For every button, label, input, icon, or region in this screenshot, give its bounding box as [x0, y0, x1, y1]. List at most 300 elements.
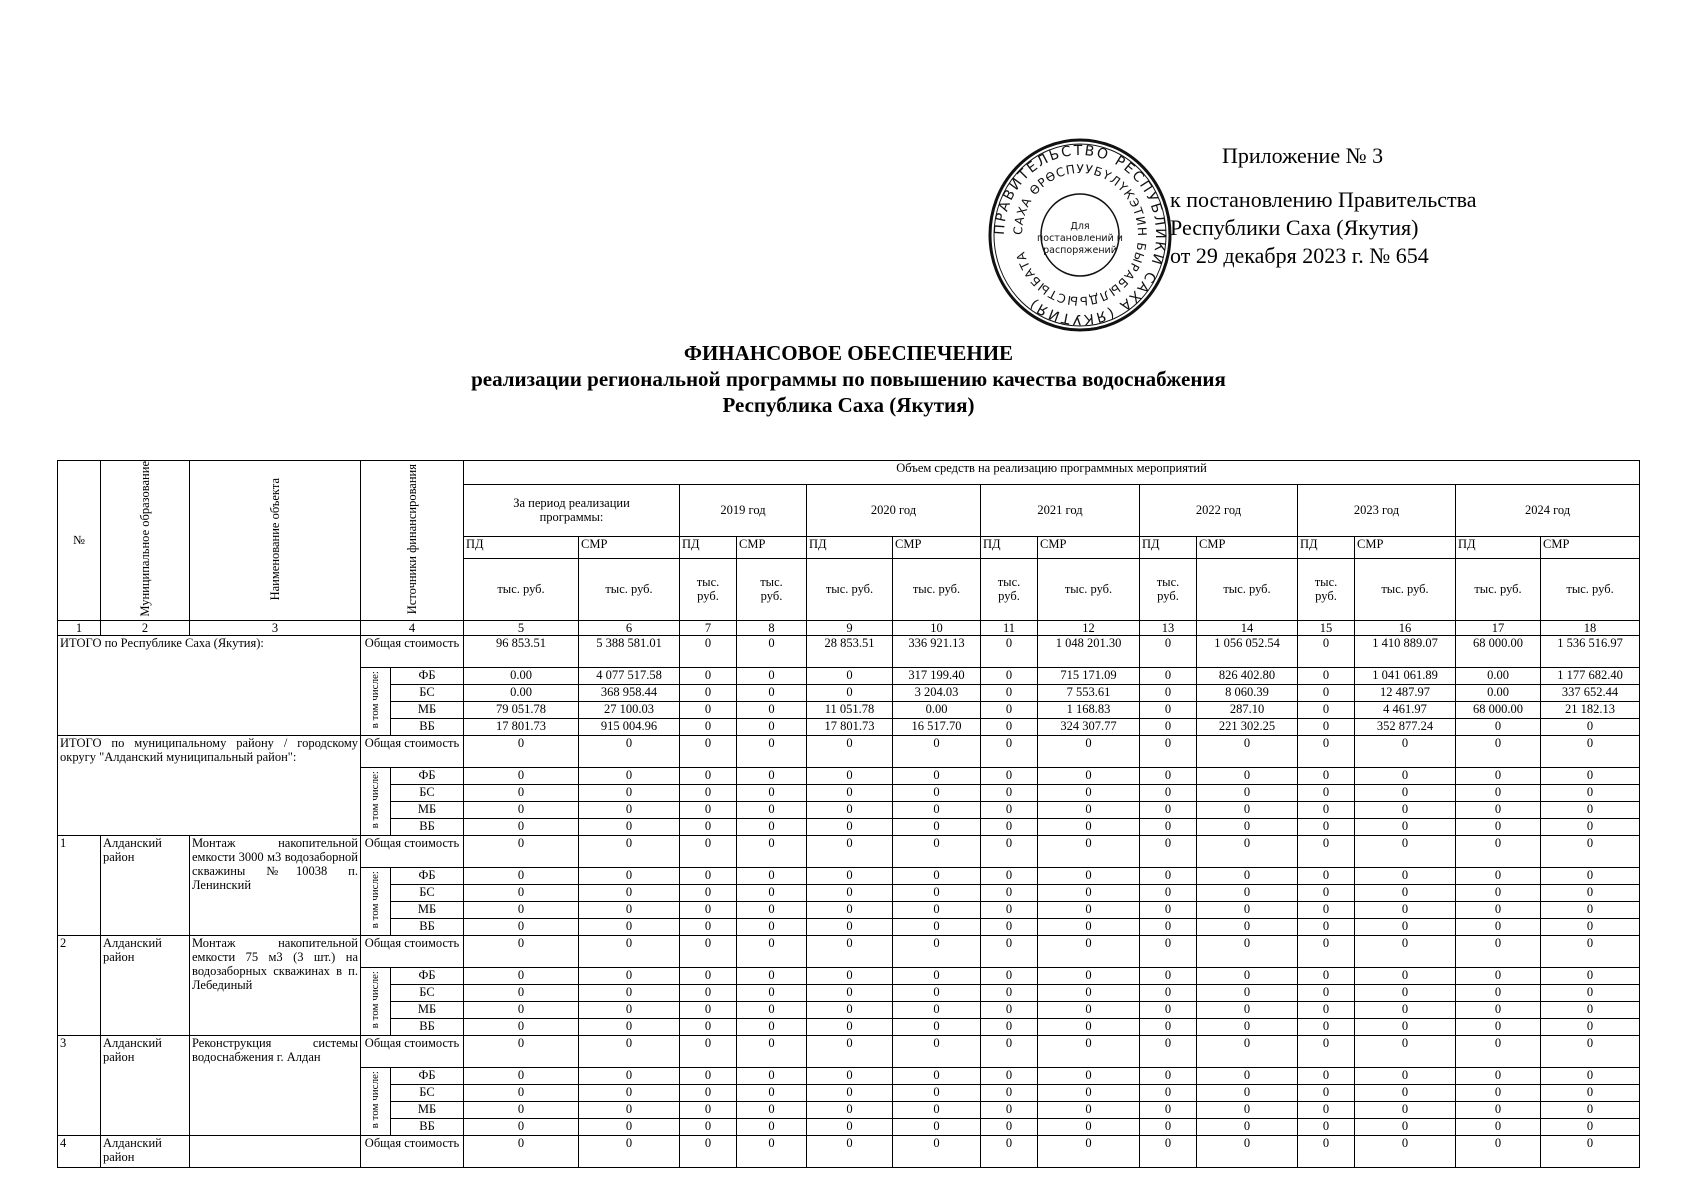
value-cell: 0 — [1355, 1135, 1456, 1167]
value-cell: 0 — [1456, 718, 1541, 735]
source-code: ВБ — [391, 1018, 464, 1035]
value-cell: 0 — [981, 1035, 1038, 1067]
value-cell: 0 — [737, 1067, 807, 1084]
value-cell: 0 — [981, 984, 1038, 1001]
group-total-label: ИТОГО по муниципальному району / городскому округу "Алданский муниципальный район": — [58, 735, 361, 835]
header-source-text: Источники финансирования — [405, 463, 419, 614]
value-cell: 0 — [893, 767, 981, 784]
value-cell: 0 — [1541, 784, 1640, 801]
header-unit: тыс. руб. — [1355, 558, 1456, 620]
value-cell: 0 — [1038, 867, 1140, 884]
value-cell: 0 — [579, 735, 680, 767]
document-title — [0, 340, 1697, 418]
value-cell: 0 — [981, 684, 1038, 701]
value-cell: 0 — [579, 835, 680, 867]
value-cell: 0 — [579, 935, 680, 967]
value-cell: 0 — [1355, 918, 1456, 935]
value-cell: 0 — [579, 1067, 680, 1084]
value-cell: 0 — [1456, 818, 1541, 835]
value-cell: 0 — [1140, 918, 1197, 935]
value-cell: 0 — [1456, 918, 1541, 935]
column-number: 15 — [1298, 620, 1355, 635]
value-cell: 0.00 — [1456, 684, 1541, 701]
value-cell: 0.00 — [893, 701, 981, 718]
value-cell: 0 — [1038, 918, 1140, 935]
table-row — [58, 735, 1640, 767]
value-cell: 0 — [737, 684, 807, 701]
value-cell: 0 — [1541, 884, 1640, 901]
value-cell: 0 — [464, 1018, 579, 1035]
value-cell: 0 — [737, 901, 807, 918]
value-cell: 221 302.25 — [1197, 718, 1298, 735]
value-cell: 0 — [1355, 967, 1456, 984]
header-smr: СМР — [579, 536, 680, 558]
value-cell: 0 — [579, 1084, 680, 1101]
value-cell: 0 — [1456, 935, 1541, 967]
value-cell: 0 — [807, 684, 893, 701]
value-cell: 0 — [680, 835, 737, 867]
value-cell: 0 — [1298, 784, 1355, 801]
value-cell: 0 — [680, 1067, 737, 1084]
value-cell: 0 — [1140, 1001, 1197, 1018]
value-cell: 0 — [737, 1001, 807, 1018]
value-cell: 0 — [737, 867, 807, 884]
value-cell: 0 — [1541, 835, 1640, 867]
value-cell: 0 — [807, 984, 893, 1001]
value-cell: 0 — [680, 867, 737, 884]
value-cell: 0 — [1541, 918, 1640, 935]
value-cell: 0 — [737, 1035, 807, 1067]
value-cell: 0 — [1355, 818, 1456, 835]
value-cell: 0 — [464, 767, 579, 784]
value-cell: 0 — [893, 1118, 981, 1135]
column-number: 4 — [361, 620, 464, 635]
source-code: БС — [391, 884, 464, 901]
value-cell: 0 — [807, 1035, 893, 1067]
value-cell: 0 — [1541, 984, 1640, 1001]
header-unit: тыс. руб. — [1140, 558, 1197, 620]
value-cell: 0 — [1038, 1001, 1140, 1018]
value-cell: 0 — [893, 835, 981, 867]
value-cell: 1 048 201.30 — [1038, 635, 1140, 667]
header-smr: СМР — [1197, 536, 1298, 558]
table-row — [58, 1135, 1640, 1167]
source-code: БС — [391, 684, 464, 701]
value-cell: 0 — [981, 818, 1038, 835]
value-cell: 0 — [1038, 784, 1140, 801]
value-cell: 0 — [1355, 784, 1456, 801]
including-label — [361, 767, 391, 835]
value-cell: 0 — [680, 1018, 737, 1035]
header-unit: тыс. руб. — [1038, 558, 1140, 620]
source-code: ВБ — [391, 918, 464, 935]
value-cell: 0 — [1197, 735, 1298, 767]
value-cell: 0 — [1140, 1018, 1197, 1035]
value-cell: 0 — [1298, 1118, 1355, 1135]
value-cell: 0 — [1298, 1035, 1355, 1067]
value-cell: 0 — [893, 818, 981, 835]
value-cell: 0 — [807, 967, 893, 984]
value-cell: 0 — [1140, 1067, 1197, 1084]
value-cell: 0 — [1456, 984, 1541, 1001]
value-cell: 0 — [1355, 1118, 1456, 1135]
source-code: БС — [391, 1084, 464, 1101]
value-cell: 0 — [737, 718, 807, 735]
header-source — [361, 461, 464, 621]
header-pd: ПД — [680, 536, 737, 558]
source-code: БС — [391, 984, 464, 1001]
value-cell: 0 — [1140, 1084, 1197, 1101]
value-cell: 0 — [1456, 884, 1541, 901]
value-cell: 0 — [1355, 1018, 1456, 1035]
value-cell: 0 — [1140, 635, 1197, 667]
value-cell: 21 182.13 — [1541, 701, 1640, 718]
header-period: 2023 год — [1298, 484, 1456, 536]
value-cell: 0 — [1541, 867, 1640, 884]
value-cell: 0 — [1541, 767, 1640, 784]
value-cell: 0 — [1355, 984, 1456, 1001]
value-cell: 0 — [981, 718, 1038, 735]
value-cell: 0 — [1140, 884, 1197, 901]
value-cell: 715 171.09 — [1038, 667, 1140, 684]
value-cell: 0 — [680, 635, 737, 667]
value-cell: 0 — [1298, 1001, 1355, 1018]
table-row — [58, 1035, 1640, 1067]
value-cell: 0 — [680, 667, 737, 684]
value-cell: 0 — [1355, 935, 1456, 967]
value-cell: 0 — [981, 935, 1038, 967]
value-cell: 0 — [680, 1001, 737, 1018]
value-cell: 1 056 052.54 — [1197, 635, 1298, 667]
value-cell: 0 — [737, 884, 807, 901]
value-cell: 0 — [1197, 784, 1298, 801]
value-cell: 1 410 889.07 — [1355, 635, 1456, 667]
value-cell: 0 — [737, 1135, 807, 1167]
value-cell: 0 — [981, 701, 1038, 718]
value-cell: 0 — [464, 918, 579, 935]
value-cell: 0 — [893, 735, 981, 767]
value-cell: 0 — [737, 1118, 807, 1135]
value-cell: 27 100.03 — [579, 701, 680, 718]
value-cell: 0 — [1541, 1118, 1640, 1135]
value-cell: 0 — [1197, 818, 1298, 835]
column-number: 7 — [680, 620, 737, 635]
including-label — [361, 967, 391, 1035]
header-unit: тыс. руб. — [981, 558, 1038, 620]
value-cell: 0 — [737, 918, 807, 935]
including-label — [361, 667, 391, 735]
value-cell: 0 — [1355, 901, 1456, 918]
value-cell: 0 — [981, 901, 1038, 918]
column-number: 6 — [579, 620, 680, 635]
value-cell: 0 — [1038, 801, 1140, 818]
value-cell: 0 — [1197, 918, 1298, 935]
including-label — [361, 867, 391, 935]
value-cell: 0 — [1355, 1001, 1456, 1018]
value-cell: 0 — [1541, 1001, 1640, 1018]
value-cell: 0 — [807, 1067, 893, 1084]
value-cell: 0 — [1456, 1001, 1541, 1018]
value-cell: 0 — [737, 801, 807, 818]
value-cell: 0 — [464, 1118, 579, 1135]
header-pd: ПД — [1140, 536, 1197, 558]
value-cell: 0 — [737, 1084, 807, 1101]
appendix-block — [1170, 142, 1500, 270]
total-cost-label: Общая стоимость — [361, 1135, 464, 1167]
seal-center-line: постановлений и — [1037, 233, 1123, 244]
seal-inner-text: САХА ӨРӨСПУУБҮЛҮКЭТИН БЫРАБЫЛДЬЫСТЫБАТА — [1010, 161, 1150, 309]
value-cell: 0 — [680, 984, 737, 1001]
source-code: МБ — [391, 801, 464, 818]
header-smr: СМР — [893, 536, 981, 558]
group-total-label: ИТОГО по Республике Саха (Якутия): — [58, 635, 361, 735]
value-cell: 0 — [1197, 1001, 1298, 1018]
value-cell: 0 — [579, 967, 680, 984]
value-cell: 0 — [1298, 984, 1355, 1001]
value-cell: 0 — [737, 667, 807, 684]
value-cell: 317 199.40 — [893, 667, 981, 684]
value-cell: 0 — [1298, 801, 1355, 818]
source-code: ВБ — [391, 718, 464, 735]
value-cell: 0 — [1355, 1101, 1456, 1118]
value-cell: 0 — [737, 935, 807, 967]
value-cell: 0 — [1541, 735, 1640, 767]
appendix-line: от 29 декабря 2023 г. № 654 — [1170, 243, 1429, 268]
value-cell: 0 — [680, 701, 737, 718]
value-cell: 0 — [1197, 935, 1298, 967]
value-cell: 0 — [1038, 1084, 1140, 1101]
column-number: 3 — [190, 620, 361, 635]
value-cell: 0.00 — [464, 667, 579, 684]
appendix-line: к постановлению Правительства — [1170, 187, 1477, 212]
value-cell: 0 — [737, 835, 807, 867]
header-smr: СМР — [1541, 536, 1640, 558]
value-cell: 0 — [1298, 935, 1355, 967]
value-cell: 0 — [1197, 801, 1298, 818]
value-cell: 0 — [1298, 1084, 1355, 1101]
value-cell: 0 — [579, 1135, 680, 1167]
value-cell: 0 — [1197, 884, 1298, 901]
header-volume: Объем средств на реализацию программных мероприятий — [464, 461, 1640, 485]
value-cell: 0 — [1456, 901, 1541, 918]
value-cell: 0 — [893, 967, 981, 984]
value-cell: 0 — [1038, 1035, 1140, 1067]
value-cell: 1 177 682.40 — [1541, 667, 1640, 684]
source-code: МБ — [391, 701, 464, 718]
value-cell: 0 — [1456, 1101, 1541, 1118]
column-number: 5 — [464, 620, 579, 635]
value-cell: 1 168.83 — [1038, 701, 1140, 718]
source-code: МБ — [391, 901, 464, 918]
value-cell: 0 — [807, 667, 893, 684]
value-cell: 0 — [680, 767, 737, 784]
value-cell: 0 — [680, 718, 737, 735]
value-cell: 0 — [807, 735, 893, 767]
value-cell: 0 — [1140, 1118, 1197, 1135]
row-number: 4 — [58, 1135, 101, 1167]
value-cell: 68 000.00 — [1456, 635, 1541, 667]
value-cell: 0 — [1197, 967, 1298, 984]
column-number: 11 — [981, 620, 1038, 635]
value-cell: 0 — [1197, 767, 1298, 784]
source-code: ФБ — [391, 667, 464, 684]
value-cell: 0 — [1038, 967, 1140, 984]
financing-table — [57, 460, 1640, 1168]
value-cell: 0 — [1355, 1084, 1456, 1101]
appendix-number: Приложение № 3 — [1222, 143, 1384, 168]
value-cell: 0 — [893, 801, 981, 818]
value-cell: 0 — [1140, 701, 1197, 718]
seal-center-line: Для — [1070, 221, 1090, 232]
value-cell: 0 — [1197, 1101, 1298, 1118]
column-number: 8 — [737, 620, 807, 635]
value-cell: 0 — [807, 1018, 893, 1035]
value-cell: 0 — [1355, 1067, 1456, 1084]
value-cell: 0 — [893, 1084, 981, 1101]
total-cost-label: Общая стоимость — [361, 835, 464, 867]
value-cell: 0 — [1038, 1018, 1140, 1035]
value-cell: 0 — [981, 767, 1038, 784]
value-cell: 0 — [807, 1118, 893, 1135]
value-cell: 0 — [1456, 1118, 1541, 1135]
value-cell: 0 — [1038, 818, 1140, 835]
table-row — [58, 835, 1640, 867]
header-unit: тыс. руб. — [1298, 558, 1355, 620]
value-cell: 0 — [579, 1018, 680, 1035]
value-cell: 0 — [1355, 801, 1456, 818]
total-cost-label: Общая стоимость — [361, 635, 464, 667]
value-cell: 0 — [1298, 967, 1355, 984]
column-number: 17 — [1456, 620, 1541, 635]
value-cell: 0 — [1140, 1035, 1197, 1067]
value-cell: 68 000.00 — [1456, 701, 1541, 718]
row-municipality: Алданский район — [101, 935, 190, 1035]
source-code: ФБ — [391, 1067, 464, 1084]
value-cell: 0 — [1298, 635, 1355, 667]
value-cell: 0 — [1038, 1101, 1140, 1118]
value-cell: 0 — [981, 635, 1038, 667]
value-cell: 0 — [1355, 884, 1456, 901]
value-cell: 0 — [893, 935, 981, 967]
value-cell: 0 — [1197, 867, 1298, 884]
value-cell: 0 — [1355, 767, 1456, 784]
row-object-name: Монтаж накопительной емкости 3000 м3 водозаборной скважины №10038 п. Ленинский — [190, 835, 361, 935]
value-cell: 0 — [464, 1067, 579, 1084]
value-cell: 0 — [680, 684, 737, 701]
value-cell: 0 — [464, 1001, 579, 1018]
including-label-text: в том числе: — [369, 670, 381, 729]
value-cell: 0 — [1298, 901, 1355, 918]
value-cell: 0 — [1541, 1135, 1640, 1167]
value-cell: 0 — [1298, 1101, 1355, 1118]
value-cell: 0 — [893, 884, 981, 901]
value-cell: 0.00 — [1456, 667, 1541, 684]
appendix-line: Республики Саха (Якутия) — [1170, 215, 1419, 240]
header-unit: тыс. руб. — [464, 558, 579, 620]
value-cell: 915 004.96 — [579, 718, 680, 735]
value-cell: 0 — [1197, 984, 1298, 1001]
value-cell: 0 — [1197, 1035, 1298, 1067]
value-cell: 0 — [807, 918, 893, 935]
value-cell: 0 — [1541, 818, 1640, 835]
value-cell: 0 — [1298, 818, 1355, 835]
value-cell: 7 553.61 — [1038, 684, 1140, 701]
header-period: 2022 год — [1140, 484, 1298, 536]
value-cell: 0 — [1541, 1067, 1640, 1084]
row-municipality: Алданский район — [101, 1035, 190, 1135]
value-cell: 0 — [1355, 867, 1456, 884]
header-unit: тыс. руб. — [1197, 558, 1298, 620]
value-cell: 0 — [737, 967, 807, 984]
value-cell: 0 — [1298, 684, 1355, 701]
value-cell: 0 — [680, 967, 737, 984]
seal-outer-text: ПРАВИТЕЛЬСТВО РЕСПУБЛИКИ САХА (ЯКУТИЯ) — [991, 142, 1169, 328]
value-cell: 0 — [1038, 901, 1140, 918]
value-cell: 0 — [893, 901, 981, 918]
header-object-text: Наименование объекта — [268, 477, 282, 600]
including-label-text: в том числе: — [369, 770, 381, 829]
value-cell: 0 — [737, 1018, 807, 1035]
total-cost-label: Общая стоимость — [361, 735, 464, 767]
header-period: 2020 год — [807, 484, 981, 536]
value-cell: 0 — [1456, 1084, 1541, 1101]
value-cell: 0 — [1456, 801, 1541, 818]
value-cell: 337 652.44 — [1541, 684, 1640, 701]
value-cell: 0 — [1140, 1101, 1197, 1118]
value-cell: 0 — [1038, 884, 1140, 901]
value-cell: 0 — [981, 784, 1038, 801]
value-cell: 1 536 516.97 — [1541, 635, 1640, 667]
value-cell: 0 — [1140, 967, 1197, 984]
table-row — [58, 635, 1640, 667]
value-cell: 0 — [807, 1084, 893, 1101]
value-cell: 0 — [981, 1135, 1038, 1167]
header-unit: тыс. руб. — [807, 558, 893, 620]
value-cell: 0 — [1140, 718, 1197, 735]
value-cell: 0 — [1456, 735, 1541, 767]
value-cell: 0 — [1140, 835, 1197, 867]
value-cell: 0 — [1197, 901, 1298, 918]
value-cell: 12 487.97 — [1355, 684, 1456, 701]
value-cell: 0 — [737, 984, 807, 1001]
value-cell: 0 — [1541, 901, 1640, 918]
value-cell: 0 — [1197, 1135, 1298, 1167]
header-unit: тыс. руб. — [1541, 558, 1640, 620]
value-cell: 0 — [464, 984, 579, 1001]
value-cell: 0 — [680, 1118, 737, 1135]
value-cell: 0 — [464, 818, 579, 835]
header-smr: СМР — [1038, 536, 1140, 558]
value-cell: 0 — [464, 901, 579, 918]
value-cell: 0 — [1038, 984, 1140, 1001]
value-cell: 0 — [737, 701, 807, 718]
source-code: ВБ — [391, 1118, 464, 1135]
value-cell: 0 — [1456, 1035, 1541, 1067]
header-pd: ПД — [981, 536, 1038, 558]
value-cell: 0 — [464, 884, 579, 901]
value-cell: 0 — [464, 1035, 579, 1067]
value-cell: 0 — [1140, 667, 1197, 684]
value-cell: 0 — [464, 835, 579, 867]
value-cell: 8 060.39 — [1197, 684, 1298, 701]
value-cell: 0 — [579, 784, 680, 801]
value-cell: 0 — [893, 984, 981, 1001]
value-cell: 0 — [1541, 1018, 1640, 1035]
row-number: 2 — [58, 935, 101, 1035]
header-unit: тыс. руб. — [1456, 558, 1541, 620]
value-cell: 0 — [893, 867, 981, 884]
value-cell: 0 — [737, 818, 807, 835]
